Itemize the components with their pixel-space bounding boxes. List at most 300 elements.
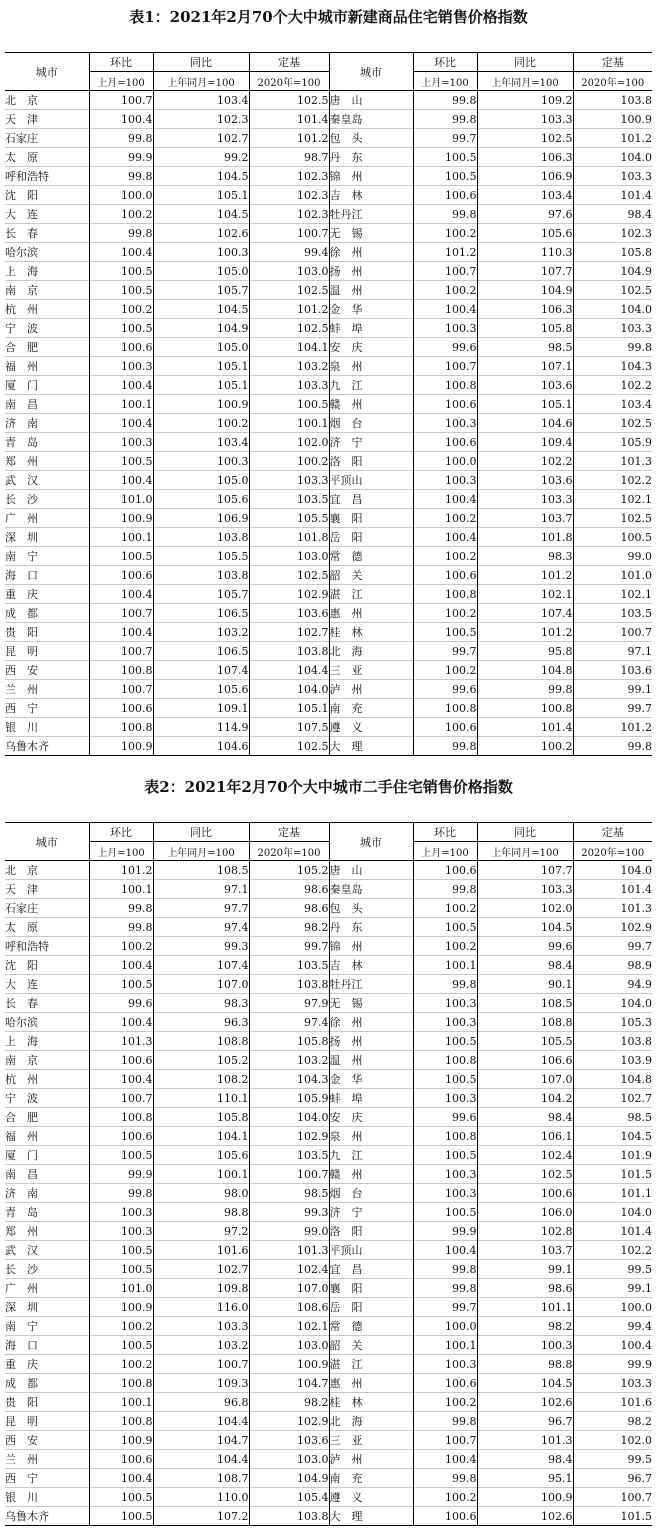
yoy-value-left: 104.4 [153, 1450, 249, 1469]
table-row [5, 1431, 652, 1450]
base-value-right: 99.8 [573, 338, 652, 357]
yoy-value-right: 102.0 [477, 899, 573, 918]
mom-value-right: 100.5 [413, 1070, 477, 1089]
base-value-right: 99.7 [573, 699, 652, 718]
yoy-value-right: 104.2 [477, 1089, 573, 1108]
base-value-left: 108.6 [249, 1298, 329, 1317]
yoy-value-right: 102.6 [477, 1507, 573, 1526]
base-value-left: 103.3 [249, 376, 329, 395]
mom-header: 环比 [89, 823, 153, 842]
mom-value-right: 100.6 [413, 861, 477, 880]
base-value-right: 104.0 [573, 1203, 652, 1222]
city-name-right: 唐 山 [329, 91, 413, 110]
city-name-left: 南 宁 [5, 1317, 89, 1336]
city-name-left: 厦 门 [5, 376, 89, 395]
yoy-value-right: 98.4 [477, 956, 573, 975]
city-name-left: 昆 明 [5, 1412, 89, 1431]
mom-value-left: 101.3 [89, 1032, 153, 1051]
base-value-left: 98.2 [249, 918, 329, 937]
base-value-left: 105.1 [249, 699, 329, 718]
table-row [5, 376, 652, 395]
city-name-right: 包 头 [329, 129, 413, 148]
mom-value-right: 99.8 [413, 737, 477, 756]
city-name-left: 北 京 [5, 94, 38, 107]
mom-value-left: 100.3 [89, 1222, 153, 1241]
table-row [5, 1317, 652, 1336]
mom-value-right: 100.6 [413, 395, 477, 414]
city-name-right: 牡丹江 [329, 975, 413, 994]
city-name-left: 深 圳 [5, 528, 89, 547]
table-row [5, 1127, 652, 1146]
yoy-value-left: 104.5 [153, 167, 249, 186]
base-value-left: 98.2 [249, 1393, 329, 1412]
mom-value-left: 100.4 [89, 623, 153, 642]
city-header: 城市 [329, 53, 413, 91]
table-row [5, 357, 652, 376]
city-name-left: 乌鲁木齐 [5, 1507, 89, 1526]
city-name-left: 昆 明 [5, 642, 89, 661]
mom-value-left: 99.9 [89, 148, 153, 167]
city-name-right: 平顶山 [329, 1241, 413, 1260]
mom-value-left: 100.1 [89, 1393, 153, 1412]
table-row [5, 471, 652, 490]
mom-value-left: 100.6 [89, 1051, 153, 1070]
base-value-left: 103.5 [249, 490, 329, 509]
yoy-value-right: 103.7 [477, 1241, 573, 1260]
table-row [5, 490, 652, 509]
base-value-left: 104.4 [249, 661, 329, 680]
table2-second-hand-homes [5, 822, 652, 1526]
mom-value-right: 100.7 [413, 1431, 477, 1450]
city-name-right: 北 海 [329, 1412, 413, 1431]
mom-value-right: 99.7 [413, 642, 477, 661]
base-value-right: 103.4 [573, 395, 652, 414]
yoy-value-left: 114.9 [153, 718, 249, 737]
mom-value-left: 99.8 [89, 918, 153, 937]
mom-value-right: 100.5 [413, 623, 477, 642]
yoy-value-right: 107.0 [477, 1070, 573, 1089]
yoy-value-left: 109.1 [153, 699, 249, 718]
base-value-left: 103.0 [249, 262, 329, 281]
city-name-right: 扬 州 [329, 1032, 413, 1051]
mom-value-right: 100.4 [413, 1241, 477, 1260]
city-name-left: 兰 州 [5, 680, 89, 699]
base-value-right: 98.4 [573, 205, 652, 224]
mom-value-right: 99.8 [413, 1279, 477, 1298]
mom-value-right: 100.0 [413, 452, 477, 471]
yoy-value-left: 105.7 [153, 585, 249, 604]
yoy-value-left: 105.0 [153, 262, 249, 281]
base-value-left: 104.3 [249, 1070, 329, 1089]
mom-value-left: 100.5 [89, 547, 153, 566]
yoy-value-right: 104.5 [477, 918, 573, 937]
city-name-right: 秦皇岛 [329, 880, 413, 899]
table-row [5, 1222, 652, 1241]
mom-value-left: 100.5 [89, 452, 153, 471]
base-value-left: 102.9 [249, 1412, 329, 1431]
yoy-value-left: 103.8 [153, 566, 249, 585]
base-value-left: 103.0 [249, 1450, 329, 1469]
mom-value-left: 100.7 [89, 1089, 153, 1108]
yoy-value-left: 105.8 [153, 1108, 249, 1127]
city-name-right: 大 理 [329, 1507, 413, 1526]
yoy-value-right: 103.6 [477, 376, 573, 395]
base-value-left: 104.9 [249, 1469, 329, 1488]
mom-value-right: 100.2 [413, 547, 477, 566]
base-value-left: 100.7 [249, 1165, 329, 1184]
mom-value-left: 100.6 [89, 1127, 153, 1146]
mom-value-right: 100.2 [413, 661, 477, 680]
yoy-value-left: 104.5 [153, 300, 249, 319]
yoy-value-right: 96.7 [477, 1412, 573, 1431]
yoy-value-left: 105.6 [153, 1146, 249, 1165]
mom-value-right: 100.3 [413, 471, 477, 490]
base-value-right: 99.7 [573, 937, 652, 956]
yoy-value-right: 103.3 [477, 490, 573, 509]
mom-value-right: 99.8 [413, 975, 477, 994]
yoy-value-right: 98.4 [477, 1450, 573, 1469]
mom-value-left: 100.2 [89, 300, 153, 319]
mom-value-left: 99.9 [89, 1165, 153, 1184]
base-value-right: 102.5 [573, 414, 652, 433]
mom-value-right: 100.4 [413, 300, 477, 319]
base-value-right: 99.0 [573, 547, 652, 566]
table-row [5, 937, 652, 956]
base-value-right: 102.9 [573, 918, 652, 937]
yoy-value-left: 98.0 [153, 1184, 249, 1203]
table-row [5, 1241, 652, 1260]
table-row [5, 129, 652, 148]
base-value-left: 97.9 [249, 994, 329, 1013]
mom-value-left: 100.8 [89, 1108, 153, 1127]
mom-value-left: 100.6 [89, 699, 153, 718]
city-name-right: 洛 阳 [329, 1222, 413, 1241]
base-value-right: 104.3 [573, 357, 652, 376]
mom-value-right: 101.2 [413, 243, 477, 262]
mom-value-right: 99.6 [413, 1108, 477, 1127]
yoy-header: 同比 [153, 53, 249, 72]
city-name-left: 贵 阳 [5, 1393, 89, 1412]
base-value-left: 103.8 [249, 975, 329, 994]
yoy-value-left: 100.7 [153, 1355, 249, 1374]
city-name-right: 烟 台 [329, 414, 413, 433]
base-value-right: 101.4 [573, 186, 652, 205]
yoy-value-right: 104.6 [477, 414, 573, 433]
city-name-left: 南 昌 [5, 395, 89, 414]
mom-value-left: 100.4 [89, 956, 153, 975]
table-row [5, 1260, 652, 1279]
city-name-right: 吉 林 [329, 186, 413, 205]
yoy-value-right: 101.2 [477, 566, 573, 585]
base-value-left: 102.7 [249, 623, 329, 642]
city-name-left: 济 南 [5, 1184, 89, 1203]
mom-value-left: 100.1 [89, 528, 153, 547]
yoy-value-right: 102.8 [477, 1222, 573, 1241]
city-name-right: 唐 山 [329, 861, 413, 880]
table-row [5, 262, 652, 281]
city-name-right: 蚌 埠 [329, 319, 413, 338]
city-name-left: 合 肥 [5, 1108, 89, 1127]
city-name-right: 遵 义 [329, 1488, 413, 1507]
city-name-right: 丹 东 [329, 148, 413, 167]
city-name-right: 无 锡 [329, 224, 413, 243]
base-value-left: 98.6 [249, 899, 329, 918]
yoy-value-right: 103.7 [477, 509, 573, 528]
base-value-right: 104.8 [573, 1070, 652, 1089]
base-value-left: 103.6 [249, 1431, 329, 1450]
yoy-value-right: 101.3 [477, 1431, 573, 1450]
yoy-value-left: 110.0 [153, 1488, 249, 1507]
city-name-left: 广 州 [5, 509, 89, 528]
yoy-value-right: 102.5 [477, 129, 573, 148]
yoy-value-left: 105.1 [153, 376, 249, 395]
base-value-right: 101.4 [573, 880, 652, 899]
city-name-left: 重 庆 [5, 585, 89, 604]
base-value-right: 102.7 [573, 1089, 652, 1108]
base-value-right: 103.8 [573, 1032, 652, 1051]
yoy-value-right: 106.3 [477, 300, 573, 319]
city-name-left: 重 庆 [5, 1355, 89, 1374]
city-name-left: 西 安 [5, 661, 89, 680]
mom-value-right: 100.6 [413, 566, 477, 585]
yoy-value-left: 103.2 [153, 1336, 249, 1355]
city-name-right: 襄 阳 [329, 509, 413, 528]
city-name-right: 金 华 [329, 1070, 413, 1089]
table-row [5, 1279, 652, 1298]
yoy-value-left: 105.5 [153, 547, 249, 566]
yoy-value-right: 102.6 [477, 1393, 573, 1412]
city-name-right: 桂 林 [329, 1393, 413, 1412]
table-row [5, 224, 652, 243]
yoy-value-right: 105.6 [477, 224, 573, 243]
mom-value-right: 100.3 [413, 1355, 477, 1374]
yoy-value-left: 104.9 [153, 319, 249, 338]
city-name-left: 北 京 [5, 864, 38, 877]
base-value-left: 100.1 [249, 414, 329, 433]
mom-value-right: 99.9 [413, 1222, 477, 1241]
base-value-left: 102.5 [249, 319, 329, 338]
city-name-left: 杭 州 [5, 1070, 89, 1089]
city-name-right: 岳 阳 [329, 1298, 413, 1317]
base-value-left: 99.4 [249, 243, 329, 262]
mom-value-right: 99.7 [413, 1298, 477, 1317]
mom-value-right: 100.2 [413, 937, 477, 956]
base-value-right: 101.2 [573, 129, 652, 148]
mom-value-right: 100.2 [413, 1393, 477, 1412]
yoy-value-left: 97.7 [153, 899, 249, 918]
yoy-value-right: 99.8 [477, 680, 573, 699]
base-value-left: 99.7 [249, 937, 329, 956]
mom-value-left: 100.6 [89, 566, 153, 585]
mom-value-left: 100.7 [89, 642, 153, 661]
base-value-right: 101.0 [573, 566, 652, 585]
yoy-value-right: 99.1 [477, 1260, 573, 1279]
base-value-left: 107.5 [249, 718, 329, 737]
mom-value-left: 100.8 [89, 718, 153, 737]
city-name-right: 泉 州 [329, 1127, 413, 1146]
city-name-left: 合 肥 [5, 338, 89, 357]
mom-value-right: 100.8 [413, 376, 477, 395]
base-value-left: 102.0 [249, 433, 329, 452]
base-value-right: 99.1 [573, 1279, 652, 1298]
base-value-right: 99.5 [573, 1450, 652, 1469]
yoy-value-left: 107.4 [153, 956, 249, 975]
base-value-right: 94.9 [573, 975, 652, 994]
yoy-value-left: 100.9 [153, 395, 249, 414]
city-name-left: 银 川 [5, 718, 89, 737]
base-value-left: 105.9 [249, 1089, 329, 1108]
base-subheader: 2020年=100 [573, 842, 652, 861]
mom-subheader: 上月=100 [89, 842, 153, 861]
base-value-left: 98.5 [249, 1184, 329, 1203]
city-name-left: 石家庄 [5, 899, 89, 918]
mom-subheader: 上月=100 [413, 842, 477, 861]
city-name-right: 襄 阳 [329, 1279, 413, 1298]
base-value-right: 102.3 [573, 224, 652, 243]
table-row [5, 243, 652, 262]
yoy-value-left: 100.3 [153, 452, 249, 471]
mom-value-right: 100.8 [413, 585, 477, 604]
yoy-value-right: 100.3 [477, 1336, 573, 1355]
table-row [5, 918, 652, 937]
yoy-value-left: 105.6 [153, 490, 249, 509]
mom-value-right: 99.8 [413, 880, 477, 899]
yoy-value-left: 104.5 [153, 205, 249, 224]
table-row [5, 1013, 652, 1032]
base-value-left: 105.8 [249, 1032, 329, 1051]
city-name-left: 成 都 [5, 1374, 89, 1393]
table-row [5, 1165, 652, 1184]
city-name-left: 西 宁 [5, 699, 89, 718]
mom-value-left: 100.5 [89, 1146, 153, 1165]
yoy-value-left: 103.3 [153, 1317, 249, 1336]
table-row [5, 281, 652, 300]
base-value-right: 99.9 [573, 1355, 652, 1374]
city-name-left: 兰 州 [5, 1450, 89, 1469]
mom-header: 环比 [413, 823, 477, 842]
base-value-right: 103.9 [573, 1051, 652, 1070]
city-name-right: 牡丹江 [329, 205, 413, 224]
yoy-value-left: 106.5 [153, 642, 249, 661]
mom-value-left: 100.7 [89, 604, 153, 623]
city-header: 城市 [5, 823, 89, 861]
base-header: 定基 [249, 53, 329, 72]
base-value-right: 101.1 [573, 1184, 652, 1203]
table-row [5, 1032, 652, 1051]
city-name-right: 蚌 埠 [329, 1089, 413, 1108]
base-value-left: 101.2 [249, 300, 329, 319]
yoy-value-right: 101.2 [477, 623, 573, 642]
city-name-left: 深 圳 [5, 1298, 89, 1317]
city-name-left: 郑 州 [5, 1222, 89, 1241]
city-name-right: 吉 林 [329, 956, 413, 975]
base-value-left: 102.5 [249, 566, 329, 585]
mom-value-left: 100.1 [89, 880, 153, 899]
yoy-value-right: 95.8 [477, 642, 573, 661]
mom-value-left: 100.2 [89, 1355, 153, 1374]
table-row [5, 528, 652, 547]
base-value-left: 103.2 [249, 1051, 329, 1070]
mom-value-right: 100.5 [413, 148, 477, 167]
yoy-value-left: 100.1 [153, 1165, 249, 1184]
yoy-value-left: 101.6 [153, 1241, 249, 1260]
mom-value-left: 100.7 [89, 91, 153, 110]
mom-value-right: 100.6 [413, 1374, 477, 1393]
yoy-value-right: 90.1 [477, 975, 573, 994]
mom-value-right: 100.2 [413, 1488, 477, 1507]
city-name-right: 大 理 [329, 737, 413, 756]
table-row [5, 585, 652, 604]
table-row [5, 699, 652, 718]
mom-value-left: 100.4 [89, 243, 153, 262]
table-row [5, 1203, 652, 1222]
mom-value-left: 99.8 [89, 167, 153, 186]
mom-value-right: 100.3 [413, 1013, 477, 1032]
mom-value-right: 100.2 [413, 604, 477, 623]
base-value-left: 100.9 [249, 1355, 329, 1374]
table-row [5, 1051, 652, 1070]
yoy-value-right: 103.3 [477, 110, 573, 129]
table-row [5, 300, 652, 319]
mom-value-right: 100.5 [413, 1146, 477, 1165]
mom-value-left: 100.5 [89, 1241, 153, 1260]
city-name-right: 泸 州 [329, 680, 413, 699]
table-row [5, 1355, 652, 1374]
city-name-left: 南 昌 [5, 1165, 89, 1184]
mom-value-right: 100.4 [413, 1450, 477, 1469]
mom-value-left: 101.0 [89, 1279, 153, 1298]
yoy-value-right: 101.1 [477, 1298, 573, 1317]
mom-value-left: 99.8 [89, 224, 153, 243]
base-value-left: 102.1 [249, 1317, 329, 1336]
city-name-left: 西 宁 [5, 1469, 89, 1488]
table-row [5, 338, 652, 357]
yoy-value-left: 97.1 [153, 880, 249, 899]
base-header: 定基 [249, 823, 329, 842]
city-name-right: 济 宁 [329, 433, 413, 452]
mom-value-right: 100.2 [413, 281, 477, 300]
mom-value-left: 100.5 [89, 1336, 153, 1355]
base-value-left: 102.5 [249, 91, 329, 110]
city-name-right: 南 充 [329, 1469, 413, 1488]
base-value-left: 105.2 [249, 861, 329, 880]
base-value-right: 100.9 [573, 110, 652, 129]
yoy-value-left: 107.4 [153, 661, 249, 680]
yoy-value-left: 98.8 [153, 1203, 249, 1222]
table-row [5, 1393, 652, 1412]
mom-value-left: 100.4 [89, 110, 153, 129]
city-name-right: 温 州 [329, 1051, 413, 1070]
city-name-left: 海 口 [5, 566, 89, 585]
city-name-left: 哈尔滨 [5, 243, 89, 262]
mom-value-left: 101.2 [89, 861, 153, 880]
mom-value-right: 99.8 [413, 205, 477, 224]
yoy-value-left: 108.5 [153, 861, 249, 880]
yoy-value-right: 105.1 [477, 395, 573, 414]
city-name-left: 南 京 [5, 281, 89, 300]
base-value-left: 101.8 [249, 528, 329, 547]
city-name-right: 泸 州 [329, 1450, 413, 1469]
mom-value-left: 100.3 [89, 433, 153, 452]
base-value-left: 98.7 [249, 148, 329, 167]
city-name-left: 武 汉 [5, 1241, 89, 1260]
mom-value-right: 100.7 [413, 262, 477, 281]
mom-value-right: 100.8 [413, 699, 477, 718]
city-name-left: 石家庄 [5, 129, 89, 148]
base-value-right: 103.5 [573, 604, 652, 623]
mom-value-left: 100.5 [89, 262, 153, 281]
mom-value-right: 100.3 [413, 1089, 477, 1108]
